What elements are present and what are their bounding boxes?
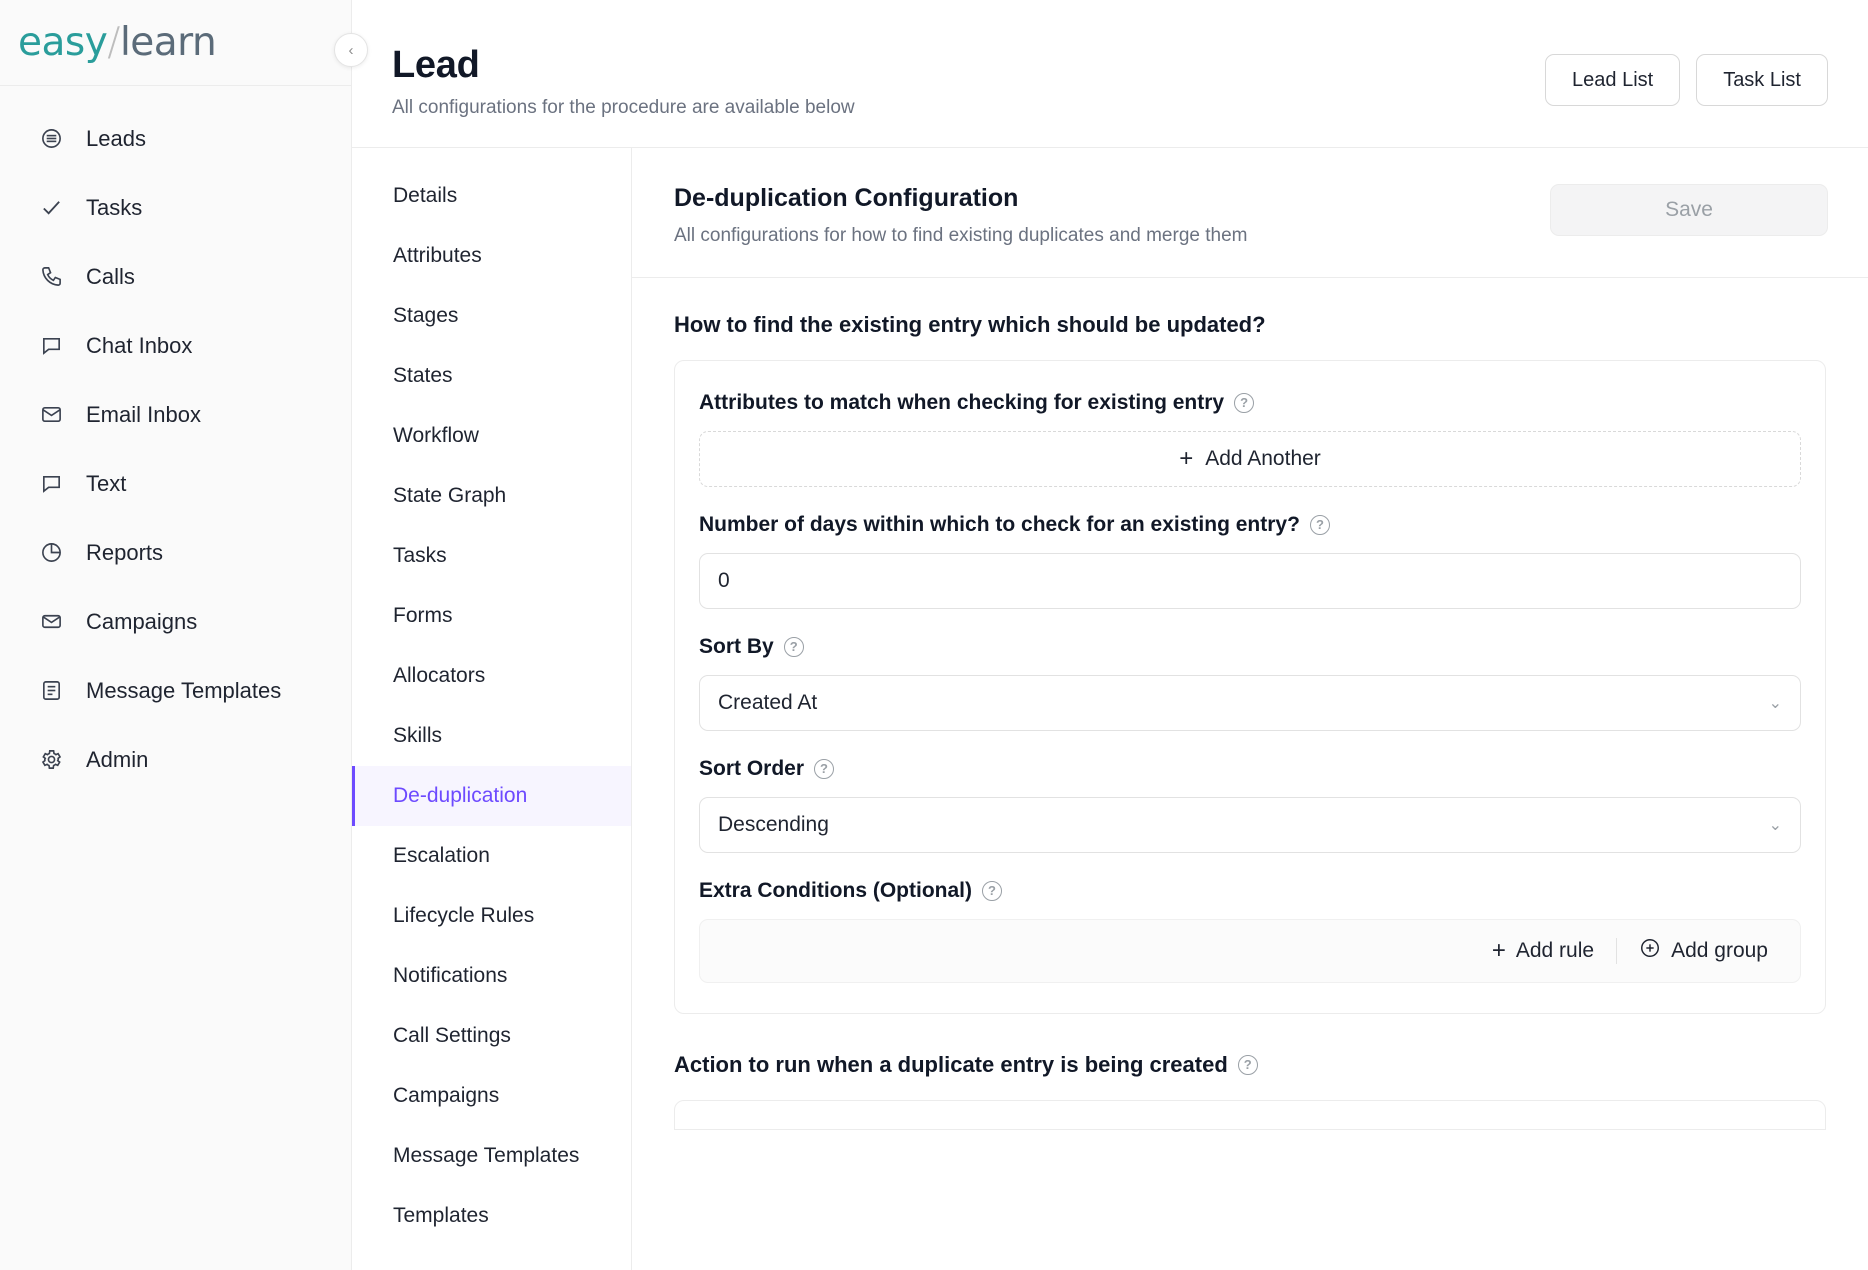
- sort-by-value: Created At: [718, 691, 818, 714]
- mail-icon: [38, 402, 64, 428]
- config-item-label: Skills: [393, 724, 443, 747]
- sidebar-item-label: Tasks: [86, 194, 143, 220]
- sort-by-label-row: [699, 635, 1801, 659]
- sidebar: [0, 0, 352, 1270]
- content-pane: [632, 148, 1868, 1270]
- config-item-label: Stages: [393, 304, 459, 327]
- dedup-card: [674, 360, 1826, 1014]
- config-item-label: Tasks: [393, 544, 447, 567]
- save-button[interactable]: Save: [1550, 184, 1828, 236]
- config-item-escalation[interactable]: [352, 826, 631, 886]
- panel-subtitle: All configurations for how to find existing duplicates and merge them: [674, 225, 1248, 246]
- sidebar-item-label: Text: [86, 470, 127, 496]
- sidebar-item-calls[interactable]: [0, 242, 351, 311]
- days-input[interactable]: [699, 553, 1801, 609]
- brand-part-easy: easy: [18, 20, 108, 65]
- panel-header: [632, 148, 1868, 278]
- config-item-label: Attributes: [393, 244, 482, 267]
- bottom-question-row: [674, 1052, 1826, 1078]
- chevron-down-icon: ⌄: [1768, 695, 1782, 712]
- lead-list-button[interactable]: Lead List: [1545, 54, 1680, 106]
- body-split: [352, 147, 1868, 1270]
- sidebar-item-label: Email Inbox: [86, 401, 201, 427]
- gear-icon: [38, 747, 64, 773]
- panel-header-text: [674, 184, 1247, 247]
- config-item-notifications[interactable]: [352, 946, 631, 1006]
- sidebar-item-label: Reports: [86, 539, 164, 565]
- sidebar-item-reports[interactable]: [0, 518, 351, 587]
- days-label-row: [699, 513, 1801, 537]
- config-item-label: Workflow: [393, 424, 479, 447]
- header-actions: [1545, 44, 1828, 106]
- plus-circle-icon: [1639, 937, 1661, 965]
- phone-icon: [38, 264, 64, 290]
- config-item-templates[interactable]: [352, 1186, 631, 1246]
- chat-icon: [38, 333, 64, 359]
- config-item-label: Notifications: [393, 964, 508, 987]
- page-header-text: [392, 44, 855, 119]
- bottom-card-stub: [674, 1100, 1826, 1130]
- help-icon[interactable]: ?: [1234, 393, 1254, 413]
- config-item-label: Forms: [393, 604, 453, 627]
- field-sort-by: [699, 635, 1801, 731]
- config-item-label: De-duplication: [393, 784, 528, 807]
- megaphone-icon: [38, 609, 64, 635]
- template-icon: [38, 678, 64, 704]
- sidebar-item-label: Calls: [86, 263, 135, 289]
- config-item-allocators[interactable]: [352, 646, 631, 706]
- attributes-label: Attributes to match when checking for existing entry: [699, 391, 1225, 414]
- list-icon: [38, 126, 64, 152]
- field-extra-conditions: [699, 879, 1801, 983]
- page-subtitle: All configurations for the procedure are available below: [392, 97, 855, 118]
- config-item-label: Allocators: [393, 664, 486, 687]
- task-list-button[interactable]: Task List: [1696, 54, 1828, 106]
- bottom-question-label: Action to run when a duplicate entry is being created: [674, 1052, 1228, 1077]
- sidebar-item-label: Leads: [86, 125, 146, 151]
- config-item-stages[interactable]: [352, 286, 631, 346]
- message-icon: [38, 471, 64, 497]
- chevron-down-icon: ⌄: [1768, 817, 1782, 834]
- page-title: Lead: [392, 44, 480, 86]
- config-item-label: Templates: [393, 1204, 489, 1227]
- brand-text: [18, 20, 216, 65]
- config-item-details[interactable]: [352, 166, 631, 226]
- field-attributes-to-match: [699, 391, 1801, 487]
- sort-by-label: Sort By: [699, 635, 774, 658]
- add-group-label: Add group: [1671, 939, 1768, 962]
- sidebar-collapse-button[interactable]: [334, 33, 368, 67]
- days-input-value: 0: [718, 569, 730, 592]
- sidebar-nav: [0, 86, 351, 794]
- help-icon[interactable]: ?: [784, 637, 804, 657]
- config-nav: [352, 148, 632, 1270]
- days-label: Number of days within which to check for an existing entry?: [699, 513, 1300, 536]
- panel-body: [632, 278, 1868, 1130]
- sort-order-value: Descending: [718, 813, 829, 836]
- add-rule-button[interactable]: [1478, 933, 1608, 969]
- chevron-left-icon: ‹: [348, 41, 354, 59]
- main-area: [352, 0, 1868, 1270]
- config-item-workflow[interactable]: [352, 406, 631, 466]
- config-item-attributes[interactable]: [352, 226, 631, 286]
- add-rule-label: Add rule: [1515, 939, 1595, 962]
- add-another-button[interactable]: [699, 431, 1801, 487]
- config-item-label: States: [393, 364, 453, 387]
- help-icon[interactable]: ?: [982, 881, 1002, 901]
- sidebar-item-leads[interactable]: [0, 104, 351, 173]
- rule-builder-bar: [699, 919, 1801, 983]
- config-item-skills[interactable]: [352, 706, 631, 766]
- sidebar-item-text[interactable]: [0, 449, 351, 518]
- add-group-button[interactable]: [1625, 931, 1782, 971]
- help-icon[interactable]: ?: [1310, 515, 1330, 535]
- plus-icon: +: [1491, 937, 1506, 964]
- config-item-label: Escalation: [393, 844, 490, 867]
- sidebar-item-chat-inbox[interactable]: [0, 311, 351, 380]
- brand-logo[interactable]: [0, 0, 351, 86]
- field-days-window: [699, 513, 1801, 609]
- panel-title: De-duplication Configuration: [674, 184, 1019, 212]
- sidebar-item-campaigns[interactable]: [0, 587, 351, 656]
- config-item-campaigns[interactable]: [352, 1066, 631, 1126]
- config-item-label: Message Templates: [393, 1144, 580, 1167]
- sidebar-item-label: Admin: [86, 746, 149, 772]
- sidebar-item-tasks[interactable]: [0, 173, 351, 242]
- config-item-forms[interactable]: [352, 586, 631, 646]
- sort-order-label: Sort Order: [699, 757, 805, 780]
- config-item-label: Campaigns: [393, 1084, 500, 1107]
- attributes-label-row: [699, 391, 1801, 415]
- sidebar-item-email-inbox[interactable]: [0, 380, 351, 449]
- sort-by-select[interactable]: [699, 675, 1801, 731]
- config-item-label: Call Settings: [393, 1024, 511, 1047]
- sidebar-item-message-templates[interactable]: [0, 656, 351, 725]
- help-icon[interactable]: ?: [814, 759, 834, 779]
- brand-slash: /: [107, 20, 120, 65]
- sidebar-item-admin[interactable]: [0, 725, 351, 794]
- section-question: How to find the existing entry which should be updated?: [674, 312, 1266, 337]
- config-item-de-duplication[interactable]: [352, 766, 631, 826]
- page-header: [352, 0, 1868, 119]
- pie-chart-icon: [38, 540, 64, 566]
- extra-conditions-label-row: [699, 879, 1801, 903]
- config-item-lifecycle-rules[interactable]: [352, 886, 631, 946]
- field-sort-order: [699, 757, 1801, 853]
- sidebar-item-label: Message Templates: [86, 677, 282, 703]
- config-item-label: Details: [393, 184, 458, 207]
- config-item-states[interactable]: [352, 346, 631, 406]
- check-icon: [38, 195, 64, 221]
- config-item-label: Lifecycle Rules: [393, 904, 535, 927]
- config-item-tasks[interactable]: [352, 526, 631, 586]
- config-item-call-settings[interactable]: [352, 1006, 631, 1066]
- brand-part-learn: learn: [119, 20, 217, 65]
- divider: [1616, 938, 1617, 964]
- sidebar-item-label: Campaigns: [86, 608, 198, 634]
- config-item-label: State Graph: [393, 484, 507, 507]
- extra-conditions-label: Extra Conditions (Optional): [699, 879, 972, 902]
- help-icon[interactable]: ?: [1238, 1055, 1258, 1075]
- config-item-state-graph[interactable]: [352, 466, 631, 526]
- config-item-message-templates[interactable]: [352, 1126, 631, 1186]
- sidebar-item-label: Chat Inbox: [86, 332, 193, 358]
- sort-order-label-row: [699, 757, 1801, 781]
- sort-order-select[interactable]: [699, 797, 1801, 853]
- add-another-label: Add Another: [1205, 447, 1321, 470]
- plus-icon: +: [1179, 445, 1194, 472]
